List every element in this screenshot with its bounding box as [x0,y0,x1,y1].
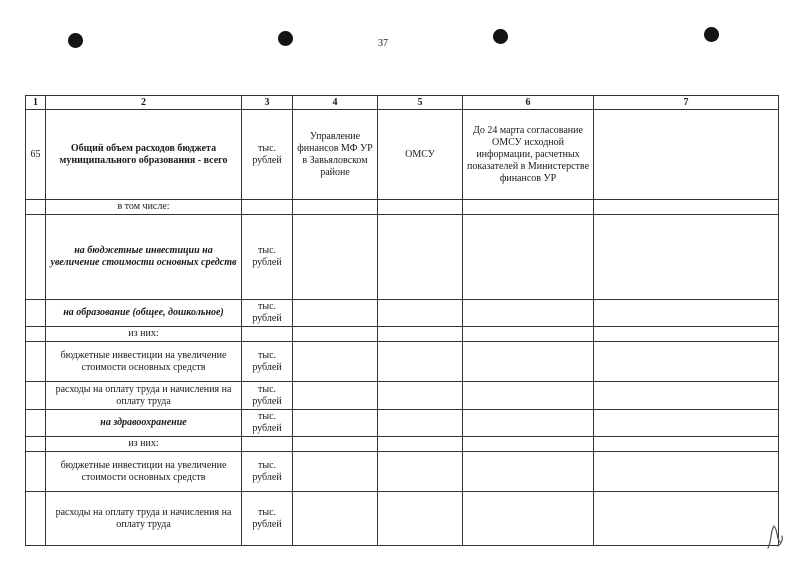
header-cell: 7 [594,96,779,110]
note-cell [594,110,779,200]
sub-label: в том числе: [46,200,242,215]
header-cell: 3 [242,96,293,110]
header-row [26,96,779,110]
budget-table [25,95,779,546]
handwritten-mark-icon [764,520,786,552]
header-cell: 4 [293,96,378,110]
unit-cell: тыс. рублей [242,342,293,382]
indicator-name: на здравоохранение [46,410,242,437]
indicator-name: расходы на оплату труда и начисления на оплату труда [46,492,242,546]
header-cell: 2 [46,96,242,110]
header-cell: 1 [26,96,46,110]
deadline-cell: До 24 марта согласование ОМСУ исходной информации, расчетных показателей в Министерстве финансов УР [463,110,594,200]
unit-cell: тыс. рублей [242,215,293,300]
indicator-name: бюджетные инвестиции на увеличение стоимости основных средств [46,342,242,382]
table-row [26,327,779,342]
table-row [26,300,779,327]
indicator-name: бюджетные инвестиции на увеличение стоимости основных средств [46,452,242,492]
punch-hole [493,29,508,44]
table-row [26,492,779,546]
table-row [26,437,779,452]
table-row [26,410,779,437]
row-number: 65 [26,110,46,200]
unit-cell: тыс. рублей [242,300,293,327]
punch-hole [278,31,293,46]
unit-cell: тыс. рублей [242,382,293,410]
table-row [26,382,779,410]
sub-label: из них: [46,437,242,452]
executor-cell: ОМСУ [378,110,463,200]
unit-cell: тыс. рублей [242,110,293,200]
punch-hole [68,33,83,48]
unit-cell: тыс. рублей [242,492,293,546]
header-cell: 6 [463,96,594,110]
responsible-cell: Управление финансов МФ УР в Завьяловском районе [293,110,378,200]
indicator-name: на бюджетные инвестиции на увеличение стоимости основных средств [46,215,242,300]
indicator-name: на образование (общее, дошкольное) [46,300,242,327]
punch-hole [704,27,719,42]
indicator-name: расходы на оплату труда и начисления на оплату труда [46,382,242,410]
sub-label: из них: [46,327,242,342]
unit-cell: тыс. рублей [242,452,293,492]
table-row [26,342,779,382]
table-row [26,200,779,215]
table-row [26,452,779,492]
table-row [26,215,779,300]
table-row [26,110,779,200]
page-number: 37 [378,38,388,49]
unit-cell: тыс. рублей [242,410,293,437]
header-cell: 5 [378,96,463,110]
indicator-name: Общий объем расходов бюджета муниципального образования - всего [46,110,242,200]
